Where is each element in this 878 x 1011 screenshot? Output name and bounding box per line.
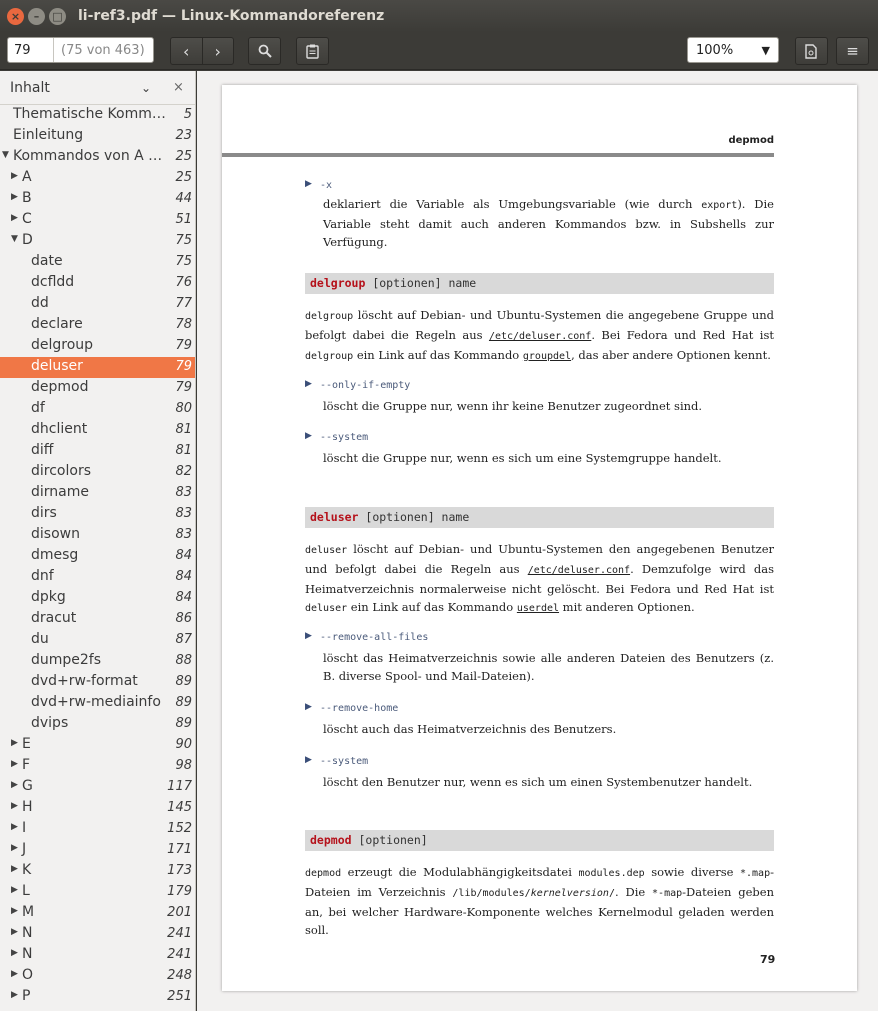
outline-item-label: A	[22, 169, 32, 185]
outline-item[interactable]	[0, 168, 195, 189]
outline-item[interactable]	[0, 252, 195, 273]
hamburger-icon: ≡	[846, 42, 859, 60]
outline-item-page: 89	[175, 674, 192, 689]
bullet-triangle-icon: ▶	[305, 702, 312, 712]
collapsed-arrow-icon[interactable]: ▶	[11, 885, 18, 895]
outline-item-label: Einleitung	[13, 127, 84, 143]
outline-item-label: dcfldd	[31, 274, 75, 290]
outline-item-page: 76	[175, 275, 192, 290]
outline-item-page: 81	[175, 443, 192, 458]
outline-item[interactable]	[0, 945, 195, 966]
outline-item-page: 75	[175, 254, 192, 269]
collapsed-arrow-icon[interactable]: ▶	[11, 927, 18, 937]
outline-item[interactable]	[0, 567, 195, 588]
outline-item-label: dircolors	[31, 463, 91, 479]
outline-item[interactable]	[0, 756, 195, 777]
search-icon	[258, 44, 272, 58]
outline-item[interactable]	[0, 357, 195, 378]
outline-item-label: dvips	[31, 715, 69, 731]
option-description: löscht den Benutzer nur, wenn es sich um einen Systembenutzer handelt.	[323, 775, 753, 789]
bullet-triangle-icon: ▶	[305, 431, 312, 441]
collapsed-arrow-icon[interactable]: ▶	[11, 906, 18, 916]
outline-item-label: date	[31, 253, 63, 269]
collapsed-arrow-icon[interactable]: ▶	[11, 213, 18, 223]
pdf-page	[222, 85, 857, 991]
outline-item-label: M	[22, 904, 35, 920]
outline-item[interactable]	[0, 903, 195, 924]
sidebar	[0, 71, 196, 1011]
outline-item-label: dirname	[31, 484, 89, 500]
expanded-arrow-icon[interactable]: ▼	[11, 234, 18, 244]
outline-item-page: 117	[167, 779, 192, 794]
outline-item-label: df	[31, 400, 45, 416]
page-total-label: (75 von 463)	[61, 42, 145, 58]
option-item: ▶ --system	[305, 751, 774, 771]
outline-item[interactable]	[0, 987, 195, 1008]
outline-item-page: 79	[175, 338, 192, 353]
outline-item-label: G	[22, 778, 33, 794]
current-page-input[interactable]: 79	[8, 38, 54, 62]
outline-item[interactable]	[0, 714, 195, 735]
outline-item[interactable]	[0, 126, 195, 147]
expanded-arrow-icon[interactable]: ▼	[2, 150, 9, 160]
outline-item-label: C	[22, 211, 32, 227]
option-item: ▶ --only-if-empty	[305, 375, 774, 395]
header-rule	[222, 153, 774, 157]
outline-item[interactable]	[0, 672, 195, 693]
bullet-triangle-icon: ▶	[305, 179, 312, 189]
outline-item-page: 83	[175, 485, 192, 500]
close-window-button[interactable]: ×	[7, 8, 24, 25]
outline-item[interactable]	[0, 294, 195, 315]
outline-item[interactable]	[0, 588, 195, 609]
outline-item[interactable]	[0, 504, 195, 525]
outline-tree	[0, 105, 195, 1008]
outline-item-label: depmod	[31, 379, 89, 395]
outline-item-page: 84	[175, 548, 192, 563]
command-description: deluser löscht auf Debian- und Ubuntu-Systemen den angegebenen Benutzer und befolgt dabei die Regeln aus /etc/deluser.conf. Demzufolge wird das Heimatverzeichnis normalerweise nicht gelöscht. Bei Fedora und Red Hat ist deluser ein Link auf das Kommando userdel mit anderen Optionen.	[305, 542, 775, 614]
userdel-link[interactable]: userdel	[516, 603, 560, 614]
page-navigation	[170, 37, 234, 65]
outline-item[interactable]	[0, 525, 195, 546]
command-description: delgroup löscht auf Debian- und Ubuntu-Systemen die angegebene Gruppe und befolgt dabei die Regeln aus /etc/deluser.conf. Bei Fedora und Red Hat ist delgroup ein Link auf das Kommando groupdel, das aber andere Optionen kennt.	[305, 308, 774, 362]
outline-item-page: 79	[175, 380, 192, 395]
outline-item[interactable]	[0, 441, 195, 462]
collapsed-arrow-icon[interactable]: ▶	[11, 192, 18, 202]
outline-item[interactable]	[0, 210, 195, 231]
outline-item-label: N	[22, 925, 33, 941]
outline-item[interactable]	[0, 420, 195, 441]
option-item: ▶ --system	[305, 427, 774, 447]
option-description: löscht die Gruppe nur, wenn ihr keine Benutzer zugeordnet sind.	[323, 399, 703, 413]
outline-item-page: 88	[175, 653, 192, 668]
outline-item-label: H	[22, 799, 33, 815]
document-search-icon	[805, 44, 818, 59]
outline-item-page: 44	[175, 191, 192, 206]
outline-item-label: diff	[31, 442, 54, 458]
outline-item-page: 25	[175, 170, 192, 185]
zoom-select[interactable]	[687, 37, 779, 63]
outline-item-label: I	[22, 820, 27, 836]
outline-item-page: 77	[175, 296, 192, 311]
collapsed-arrow-icon[interactable]: ▶	[11, 171, 18, 181]
outline-item[interactable]	[0, 798, 195, 819]
outline-item-label: dnf	[31, 568, 54, 584]
outline-item-page: 84	[175, 590, 192, 605]
document-view[interactable]	[197, 71, 878, 1011]
outline-item[interactable]	[0, 315, 195, 336]
outline-item-page: 173	[167, 863, 192, 878]
outline-item-page: 87	[175, 632, 192, 647]
outline-item-page: 81	[175, 422, 192, 437]
outline-item-label: dd	[31, 295, 49, 311]
minimize-window-button[interactable]: –	[28, 8, 45, 25]
outline-item[interactable]	[0, 966, 195, 987]
outline-item[interactable]	[0, 336, 195, 357]
window-title: li-ref3.pdf — Linux-Kommandoreferenz	[78, 8, 385, 24]
outline-item-label: dhclient	[31, 421, 88, 437]
outline-item-page: 82	[175, 464, 192, 479]
title-bar	[0, 0, 878, 32]
outline-item-page: 51	[175, 212, 192, 227]
outline-item-label: deluser	[31, 358, 83, 374]
outline-item[interactable]	[0, 189, 195, 210]
outline-item-label: dracut	[31, 610, 77, 626]
collapsed-arrow-icon[interactable]: ▶	[11, 948, 18, 958]
maximize-window-button[interactable]: □	[49, 8, 66, 25]
outline-item-label: dpkg	[31, 589, 66, 605]
outline-item-page: 89	[175, 716, 192, 731]
outline-item-page: 179	[167, 884, 192, 899]
command-heading: depmod [optionen]	[305, 830, 774, 851]
page-entry[interactable]	[7, 37, 154, 63]
outline-item-label: disown	[31, 526, 80, 542]
outline-item[interactable]	[0, 231, 195, 252]
outline-item-page: 145	[167, 800, 192, 815]
outline-item-label: O	[22, 967, 34, 983]
outline-item-page: 78	[175, 317, 192, 332]
menu-button[interactable]	[836, 37, 869, 65]
outline-item[interactable]	[0, 483, 195, 504]
outline-item-page: 90	[175, 737, 192, 752]
option-item: ▶ --remove-home	[305, 698, 774, 718]
collapsed-arrow-icon[interactable]: ▶	[11, 822, 18, 832]
outline-item[interactable]	[0, 861, 195, 882]
previous-page-button[interactable]	[171, 38, 203, 64]
outline-item-label: du	[31, 631, 49, 647]
outline-item-label: K	[22, 862, 32, 878]
document-properties-button[interactable]	[795, 37, 828, 65]
outline-item[interactable]	[0, 378, 195, 399]
option-name: -x	[320, 180, 333, 191]
outline-item-label: dvd+rw-mediainfo	[31, 694, 161, 710]
collapsed-arrow-icon[interactable]: ▶	[11, 759, 18, 769]
outline-item-label: dvd+rw-format	[31, 673, 138, 689]
outline-item[interactable]	[0, 105, 195, 126]
outline-item[interactable]	[0, 273, 195, 294]
outline-item-label: B	[22, 190, 32, 206]
collapsed-arrow-icon[interactable]: ▶	[11, 990, 18, 1000]
outline-item-page: 86	[175, 611, 192, 626]
outline-item[interactable]	[0, 651, 195, 672]
outline-item[interactable]	[0, 546, 195, 567]
outline-item-label: P	[22, 988, 31, 1004]
outline-item-label: N	[22, 946, 33, 962]
close-icon[interactable]: ×	[173, 80, 184, 95]
outline-item-page: 248	[167, 968, 192, 983]
collapsed-arrow-icon[interactable]: ▶	[11, 864, 18, 874]
outline-item-label: F	[22, 757, 31, 773]
outline-item-label: delgroup	[31, 337, 94, 353]
zoom-value: 100%	[696, 42, 734, 58]
collapsed-arrow-icon[interactable]: ▶	[11, 801, 18, 811]
outline-item-page: 23	[175, 128, 192, 143]
option-description: löscht die Gruppe nur, wenn es sich um eine Systemgruppe handelt.	[323, 451, 722, 465]
command-heading: delgroup [optionen] name	[305, 273, 774, 294]
collapsed-arrow-icon[interactable]: ▶	[11, 969, 18, 979]
outline-item-label: declare	[31, 316, 83, 332]
bullet-triangle-icon: ▶	[305, 379, 312, 389]
outline-item-page: 241	[167, 926, 192, 941]
outline-item-label: J	[22, 841, 27, 857]
outline-item-label: Kommandos von A …	[13, 148, 163, 164]
outline-item-page: 98	[175, 758, 192, 773]
outline-item[interactable]	[0, 693, 195, 714]
outline-item[interactable]	[0, 462, 195, 483]
outline-item-label: dmesg	[31, 547, 79, 563]
search-button[interactable]	[248, 37, 281, 65]
toolbar	[0, 32, 878, 70]
outline-item[interactable]	[0, 609, 195, 630]
outline-item-page: 83	[175, 506, 192, 521]
collapsed-arrow-icon[interactable]: ▶	[11, 738, 18, 748]
outline-item[interactable]	[0, 630, 195, 651]
outline-item[interactable]	[0, 819, 195, 840]
outline-item-label: D	[22, 232, 33, 248]
option-item: ▶ --remove-all-files	[305, 627, 774, 647]
collapsed-arrow-icon[interactable]: ▶	[11, 780, 18, 790]
outline-item-page: 152	[167, 821, 192, 836]
outline-item-page: 79	[175, 359, 192, 374]
next-page-button[interactable]	[203, 38, 234, 64]
outline-item-label: Thematische Komm…	[13, 106, 166, 122]
page-number: 79	[760, 953, 776, 966]
outline-item[interactable]	[0, 882, 195, 903]
option-description: löscht auch das Heimatverzeichnis des Benutzers.	[323, 722, 617, 736]
outline-item-page: 83	[175, 527, 192, 542]
sidebar-mode-label: Inhalt	[10, 79, 50, 96]
clipboard-icon	[306, 44, 319, 59]
outline-item[interactable]	[0, 777, 195, 798]
outline-item-page: 25	[175, 149, 192, 164]
outline-item-page: 5	[183, 107, 192, 122]
chevron-left-icon: ‹	[183, 41, 190, 61]
outline-item-label: L	[22, 883, 30, 899]
outline-item-page: 201	[167, 905, 192, 920]
annotations-button[interactable]	[296, 37, 329, 65]
outline-item-page: 84	[175, 569, 192, 584]
bullet-triangle-icon: ▶	[305, 755, 312, 765]
outline-item-page: 75	[175, 233, 192, 248]
chevron-down-icon: ▼	[761, 43, 770, 57]
option-item	[305, 175, 774, 195]
outline-item-label: dumpe2fs	[31, 652, 102, 668]
groupdel-link[interactable]: groupdel	[522, 351, 572, 362]
bullet-triangle-icon: ▶	[305, 631, 312, 641]
option-description: deklariert die Variable als Umgebungsvariable (wie durch export). Die Variable steht damit auch anderen Kommandos bzw. in Subshells zur Verfügung.	[323, 197, 774, 249]
outline-item-page: 251	[167, 989, 192, 1004]
sidebar-header[interactable]	[0, 71, 195, 105]
chevron-down-icon[interactable]: ⌄	[141, 80, 152, 95]
chevron-right-icon: ›	[214, 41, 221, 61]
command-description: depmod erzeugt die Modulabhängigkeitsdatei modules.dep sowie diverse *.map-Dateien im Verzeichnis /lib/modules/kernelversion/. Die *-map-Dateien geben an, bei welcher Hardware-Komponente welches Kernelmodul geladen werden soll.	[305, 865, 774, 937]
collapsed-arrow-icon[interactable]: ▶	[11, 843, 18, 853]
outline-item-page: 89	[175, 695, 192, 710]
outline-item-page: 80	[175, 401, 192, 416]
outline-item[interactable]	[0, 735, 195, 756]
outline-item-label: dirs	[31, 505, 57, 521]
outline-item-page: 241	[167, 947, 192, 962]
outline-item[interactable]	[0, 147, 195, 168]
outline-item[interactable]	[0, 399, 195, 420]
command-heading: deluser [optionen] name	[305, 507, 774, 528]
outline-item[interactable]	[0, 924, 195, 945]
option-description: löscht das Heimatverzeichnis sowie alle anderen Dateien des Benutzers (z. B. diverse Spool- und Mail-Dateien).	[323, 651, 774, 683]
outline-item-label: E	[22, 736, 31, 752]
outline-item[interactable]	[0, 840, 195, 861]
running-head: depmod	[728, 135, 774, 146]
outline-item-page: 171	[167, 842, 192, 857]
